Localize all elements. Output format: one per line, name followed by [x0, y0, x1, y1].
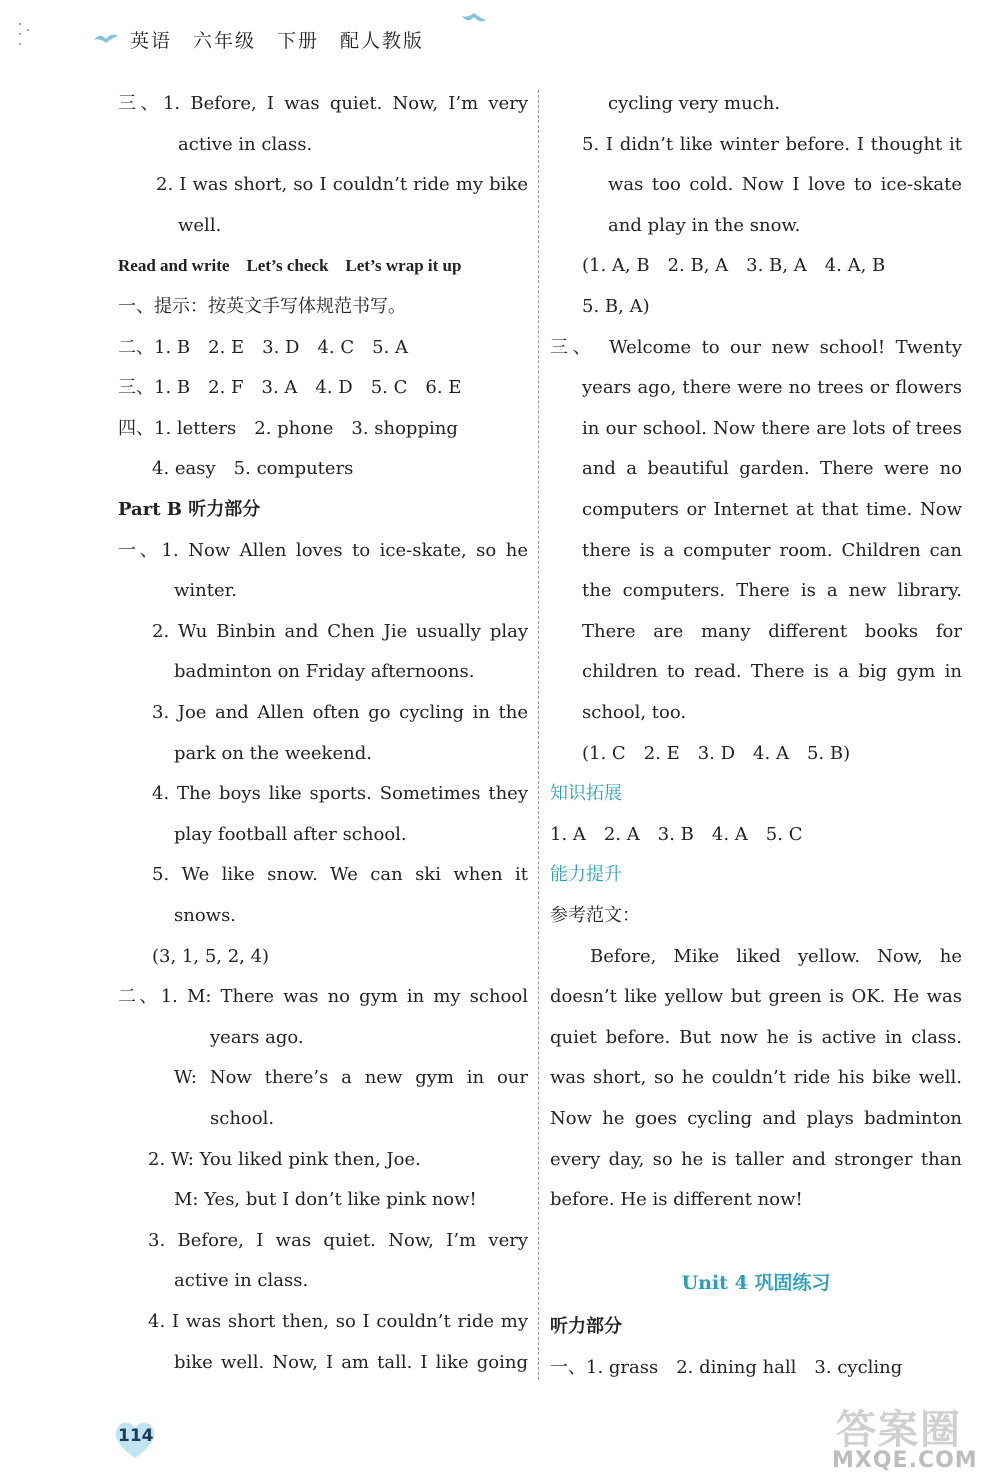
right-text-line: 知识拓展 [550, 783, 622, 805]
page-header [0, 0, 1000, 70]
left-text-line: 一、1. Now Allen loves to ice-skate, so he [118, 539, 528, 561]
left-text-line: active in class. [174, 1270, 309, 1292]
left-text-line: 2. I was short, so I couldn’t ride my bike [156, 174, 528, 196]
right-text-line: was too cold. Now I love to ice-skate [608, 174, 962, 196]
right-text-line: 听力部分 [550, 1316, 622, 1338]
right-text-line: 能力提升 [550, 864, 622, 886]
left-text-line: 5. We like snow. We can ski when it [152, 864, 528, 886]
left-text-line: 4. I was short then, so I couldn’t ride my [148, 1311, 528, 1332]
left-text-line: 二、1. M: There was no gym in my school [118, 986, 528, 1008]
left-text-line: school. [210, 1108, 275, 1129]
right-text-line: years ago, there were no trees or flowers [582, 377, 962, 399]
right-text-line: there is a computer room. Children can [582, 539, 962, 561]
left-text-line: 二、1. B 2. E 3. D 4. C 5. A [118, 336, 409, 358]
left-text-line: (3, 1, 5, 2, 4) [152, 945, 270, 967]
right-text-line: Before, Mike liked yellow. Now, he [590, 945, 962, 967]
right-text-line: the computers. There is a new library. [582, 580, 962, 602]
right-text-line: quiet before. But now he is active in class. [550, 1026, 962, 1048]
decorative-dots-icon [14, 14, 54, 54]
left-text-line: Part B 听力部分 [118, 499, 261, 520]
left-text-line: Read and write Let’s check Let’s wrap it up [118, 256, 462, 276]
right-text-line: computers or Internet at that time. Now [582, 499, 962, 520]
page-number: 114 [118, 1426, 154, 1446]
left-text-line: active in class. [178, 133, 313, 155]
page-title: 英语 六年级 下册 配人教版 [130, 30, 425, 52]
left-text-line: bike well. Now, I am tall. I like going [174, 1351, 528, 1373]
left-text-line: 3. Joe and Allen often go cycling in the [152, 702, 528, 723]
left-text-line: years ago. [210, 1026, 304, 1048]
column-divider [538, 90, 539, 1380]
left-text-line: park on the weekend. [174, 742, 372, 764]
right-text-line: (1. A, B 2. B, A 3. B, A 4. A, B [582, 255, 886, 277]
left-text-line: well. [178, 214, 222, 236]
left-text-line: W: Now there’s a new gym in our [174, 1067, 528, 1089]
right-text-line: doesn’t like yellow but green is OK. He was [550, 986, 962, 1008]
left-text-line: 四、1. letters 2. phone 3. shopping [118, 417, 458, 439]
right-text-line: and play in the snow. [608, 214, 801, 236]
right-text-line: and a beautiful garden. There were no [582, 458, 962, 480]
left-text-line: 4. The boys like sports. Sometimes they [152, 783, 528, 805]
left-text-line: snows. [174, 905, 237, 926]
watermark-url: MXQE.COM [832, 1448, 978, 1473]
right-text-line: 参考范文： [550, 905, 640, 926]
left-text-line: 三、1. B 2. F 3. A 4. D 5. C 6. E [118, 377, 462, 399]
left-text-line: M: Yes, but I don’t like pink now! [174, 1189, 477, 1211]
right-text-line: cycling very much. [608, 93, 781, 114]
bird-icon [92, 30, 120, 46]
right-text-line: 一、1. grass 2. dining hall 3. cycling [550, 1357, 903, 1378]
right-text-line: Unit 4 巩固练习 [681, 1271, 831, 1294]
left-text-line: 三、1. Before, I was quiet. Now, I’m very [118, 93, 528, 114]
watermark-logo: 答案圈 [836, 1407, 962, 1453]
right-text-line: children to read. There is a big gym in [582, 661, 962, 683]
right-text-line: every day, so he is taller and stronger than [550, 1148, 962, 1170]
right-text-line: 5. I didn’t like winter before. I thought it [582, 133, 962, 155]
bird-icon [460, 10, 488, 26]
left-text-line: 2. W: You liked pink then, Joe. [148, 1148, 421, 1170]
right-text-line: There are many different books for [582, 620, 962, 642]
right-text-line: 1. A 2. A 3. B 4. A 5. C [550, 823, 803, 845]
left-text-line: 一、提示：按英文手写体规范书写。 [118, 296, 406, 317]
right-text-line: school, too. [582, 702, 687, 723]
left-text-line: 4. easy 5. computers [152, 458, 354, 480]
left-text-line: winter. [174, 580, 237, 602]
right-text-line: 三、 Welcome to our new school! Twenty [550, 336, 962, 358]
left-text-line: 3. Before, I was quiet. Now, I’m very [148, 1229, 528, 1251]
left-text-line: 2. Wu Binbin and Chen Jie usually play [152, 620, 528, 642]
right-text-line: was short, so he couldn’t ride his bike well. [550, 1067, 962, 1089]
right-text-line: (1. C 2. E 3. D 4. A 5. B) [582, 742, 851, 764]
left-text-line: badminton on Friday afternoons. [174, 661, 475, 683]
right-text-line: before. He is different now! [550, 1189, 803, 1211]
right-text-line: in our school. Now there are lots of trees [582, 417, 962, 439]
left-text-line: play football after school. [174, 823, 407, 845]
right-text-line: Now he goes cycling and plays badminton [550, 1108, 962, 1129]
right-text-line: 5. B, A) [582, 296, 650, 317]
